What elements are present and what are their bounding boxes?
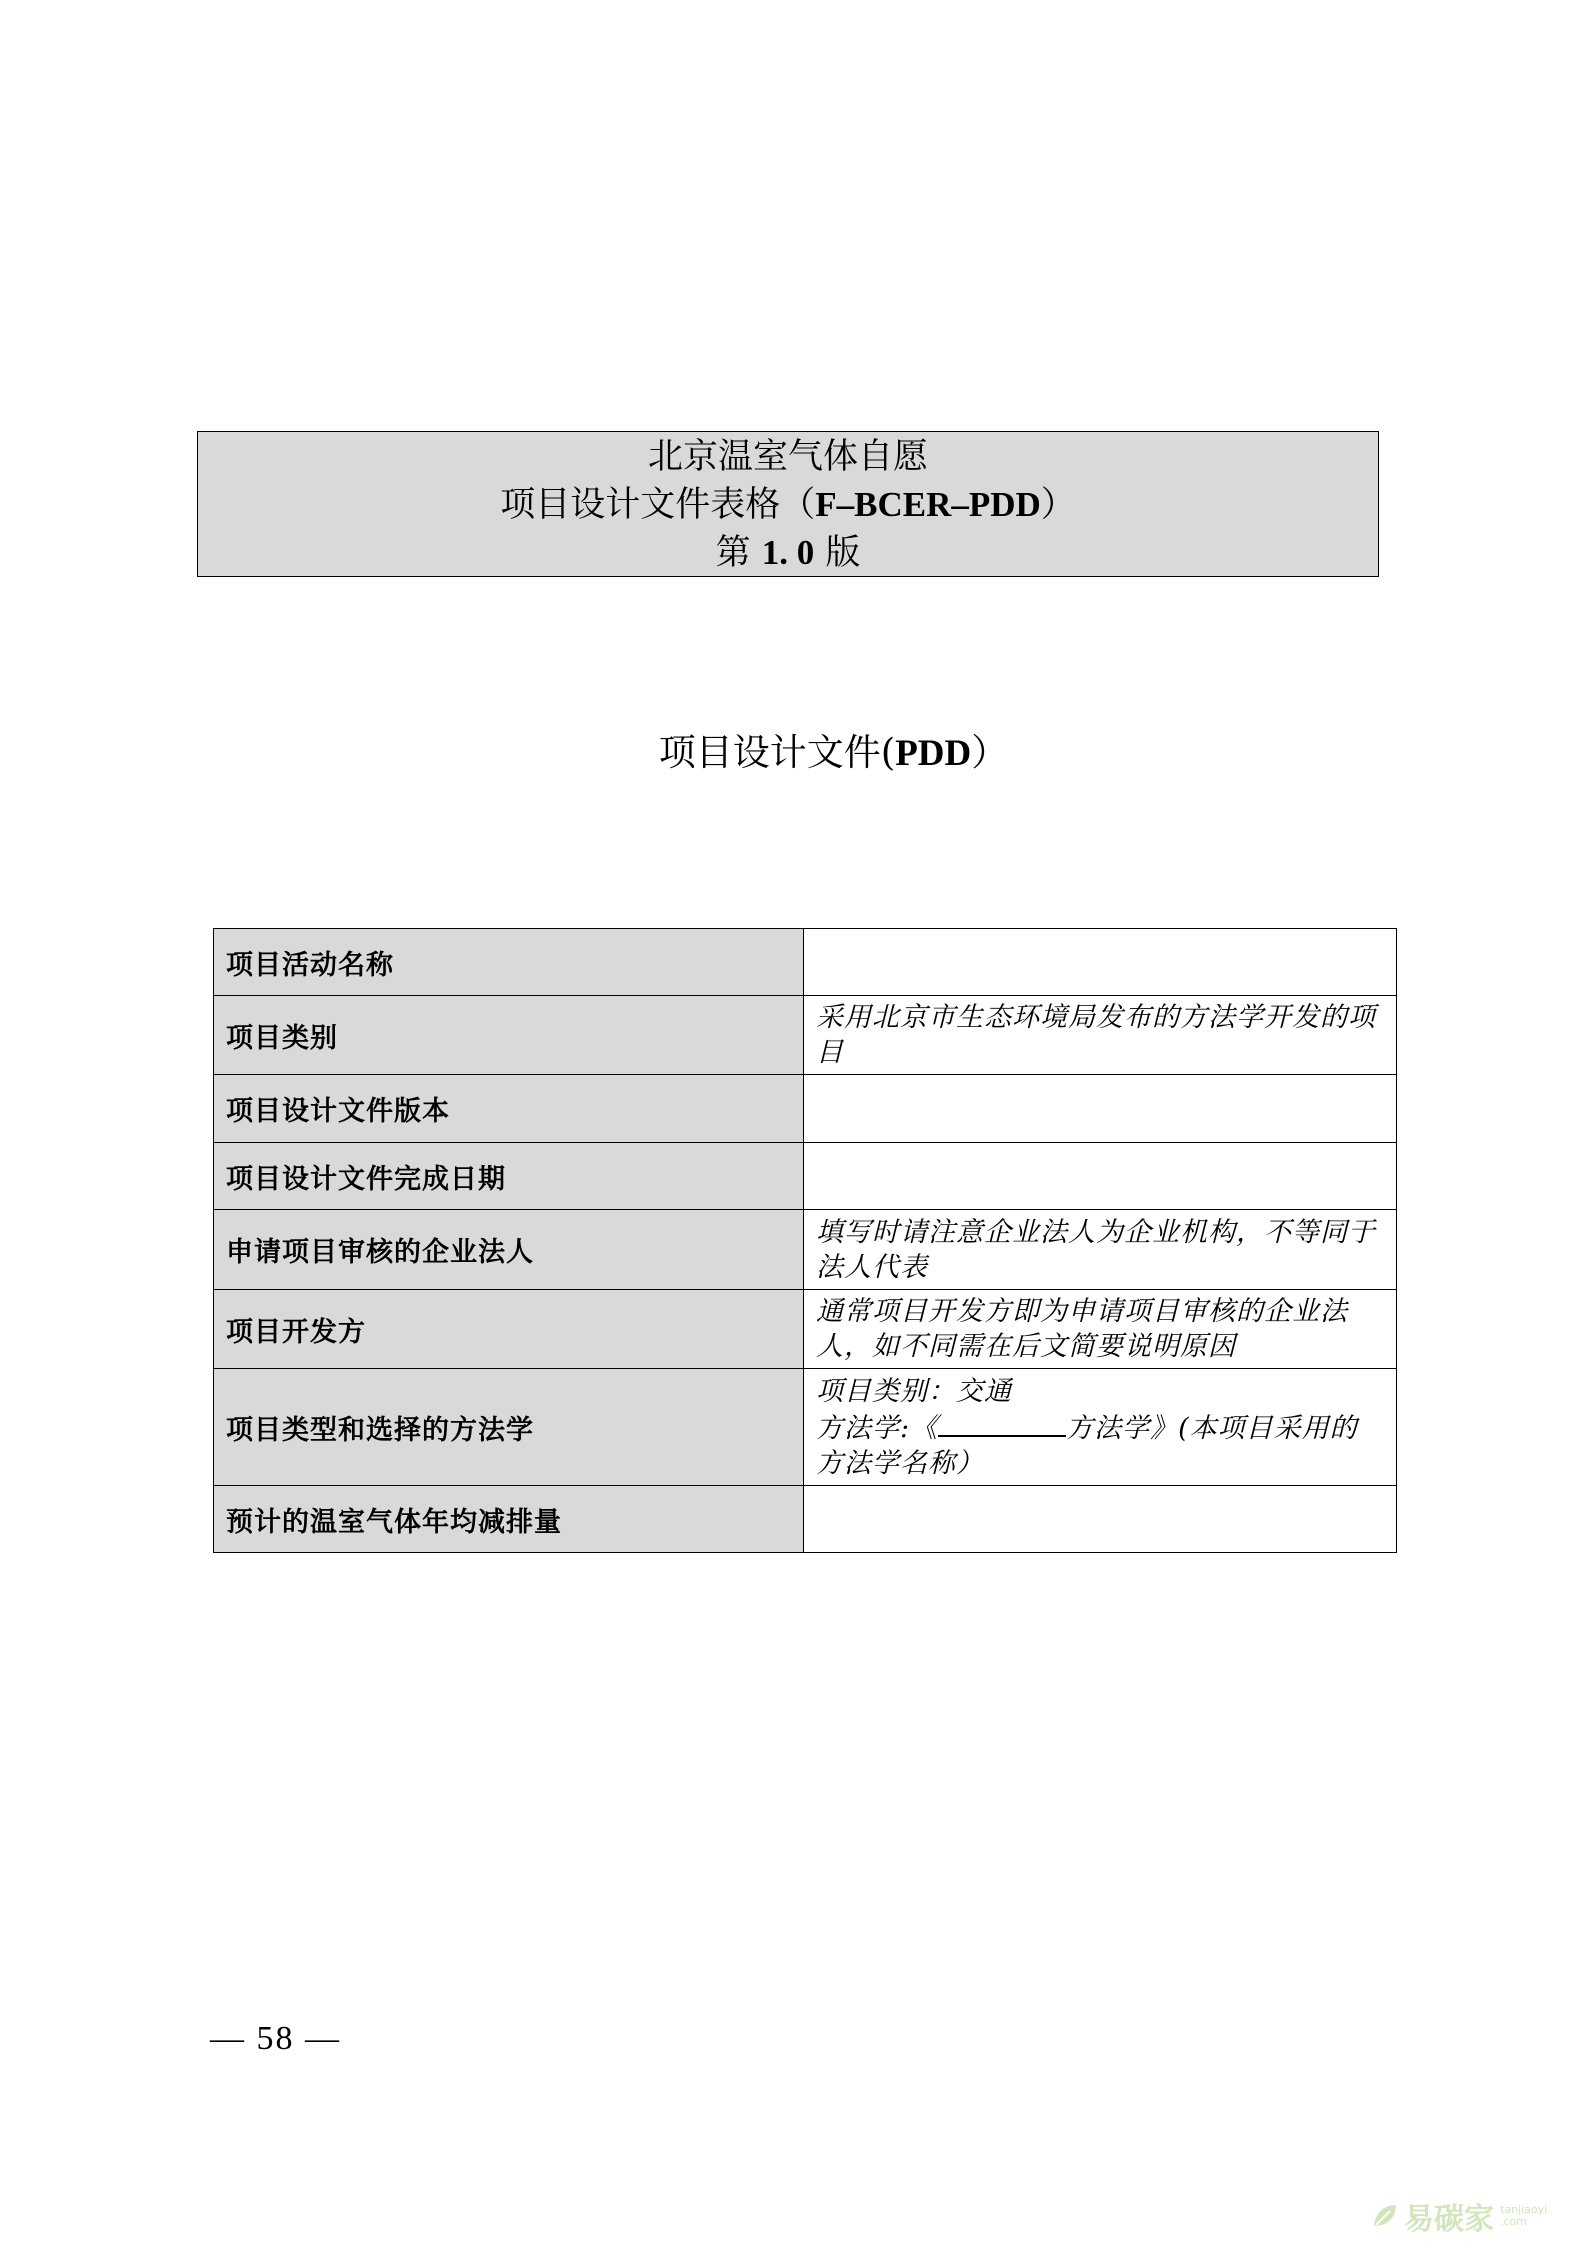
- row-value: [804, 1075, 1397, 1143]
- row-value: [804, 1486, 1397, 1553]
- form-header-box: [197, 431, 1379, 577]
- header-line-1: 北京温室气体自愿: [647, 437, 928, 477]
- row-value: [804, 1143, 1397, 1210]
- row-label: 项目设计文件版本: [214, 1075, 804, 1143]
- page-number: — 58 —: [210, 2020, 341, 2057]
- row-label: 项目类别: [214, 996, 804, 1075]
- table-row: [214, 1290, 1397, 1369]
- row-label: 项目开发方: [214, 1290, 804, 1369]
- table-row: [214, 1075, 1397, 1143]
- row-value: [804, 1369, 1397, 1486]
- leaf-icon: [1370, 2201, 1400, 2231]
- table-row: [214, 1369, 1397, 1486]
- methodology-name-blank: [938, 1409, 1066, 1437]
- table-row: [214, 1486, 1397, 1553]
- row-value: 填写时请注意企业法人为企业机构，不等同于法人代表: [804, 1210, 1397, 1290]
- row-label: 项目活动名称: [214, 929, 804, 996]
- form-code: F–BCER–PDD: [815, 485, 1041, 524]
- row-label: 项目类型和选择的方法学: [214, 1369, 804, 1486]
- row-label: 项目设计文件完成日期: [214, 1143, 804, 1210]
- project-category-line: 项目类别：交通: [816, 1375, 1012, 1407]
- table-row: [214, 1210, 1397, 1290]
- watermark-url: tanjiaoyi .com: [1500, 2203, 1548, 2228]
- table-row: [214, 996, 1397, 1075]
- row-label: 申请项目审核的企业法人: [214, 1210, 804, 1290]
- row-value: 采用北京市生态环境局发布的方法学开发的项目: [804, 996, 1397, 1075]
- header-line-2: 项目设计文件表格（F–BCER–PDD）: [500, 485, 1076, 525]
- methodology-line: 方法学:《 方法学》(本项目采用的方法学名称）: [816, 1409, 1384, 1481]
- row-label: 预计的温室气体年均减排量: [214, 1486, 804, 1553]
- document-title: 项目设计文件(PDD）: [658, 731, 1009, 774]
- row-value: 通常项目开发方即为申请项目审核的企业法人，如不同需在后文简要说明原因: [804, 1290, 1397, 1369]
- header-line-3: 第 1. 0 版: [715, 533, 861, 573]
- watermark: [1370, 2195, 1547, 2237]
- project-info-table: [213, 928, 1397, 1553]
- version-number: 1. 0: [761, 533, 815, 572]
- table-row: [214, 1143, 1397, 1210]
- table-row: [214, 929, 1397, 996]
- watermark-brand: 易碳家: [1404, 2202, 1494, 2237]
- row-value: [804, 929, 1397, 996]
